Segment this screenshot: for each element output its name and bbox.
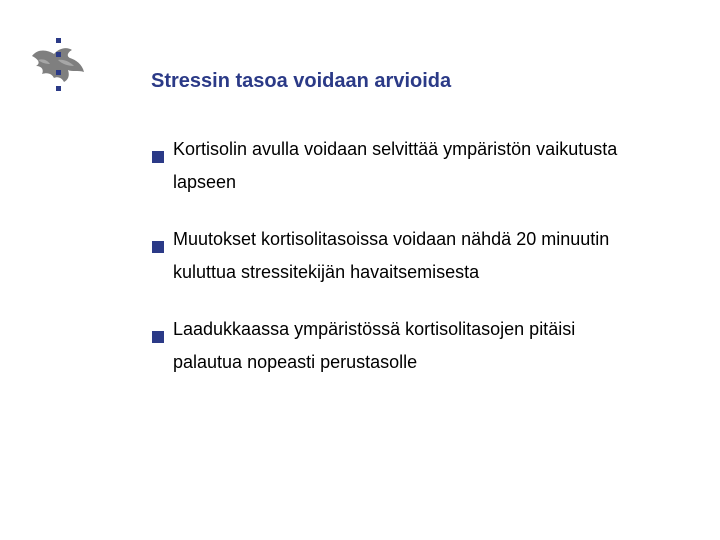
- bullet-text-line-1: Kortisolin avulla voidaan selvittää ympäristön vaikutusta: [173, 139, 618, 159]
- bullet-item: [152, 313, 692, 379]
- bullet-text-line-1: Muutokset kortisolitasoissa voidaan nähdä 20 minuutin: [173, 229, 610, 249]
- bullet-text-line-2: palautua nopeasti perustasolle: [173, 352, 418, 372]
- bullet-text-line-2: lapseen: [173, 172, 237, 192]
- square-bullet-icon: [152, 321, 164, 333]
- university-torch-logo-icon: [24, 34, 88, 96]
- bullet-list: [152, 133, 692, 403]
- square-bullet-icon: [152, 141, 164, 153]
- bullet-text-line-2: kuluttua stressitekijän havaitsemisesta: [173, 262, 480, 282]
- square-bullet-icon: [152, 231, 164, 243]
- bullet-text-line-1: Laadukkaassa ympäristössä kortisolitasojen pitäisi: [173, 319, 576, 339]
- slide-title: Stressin tasoa voidaan arvioida: [151, 70, 452, 92]
- bullet-item: [152, 223, 692, 289]
- bullet-item: [152, 133, 692, 199]
